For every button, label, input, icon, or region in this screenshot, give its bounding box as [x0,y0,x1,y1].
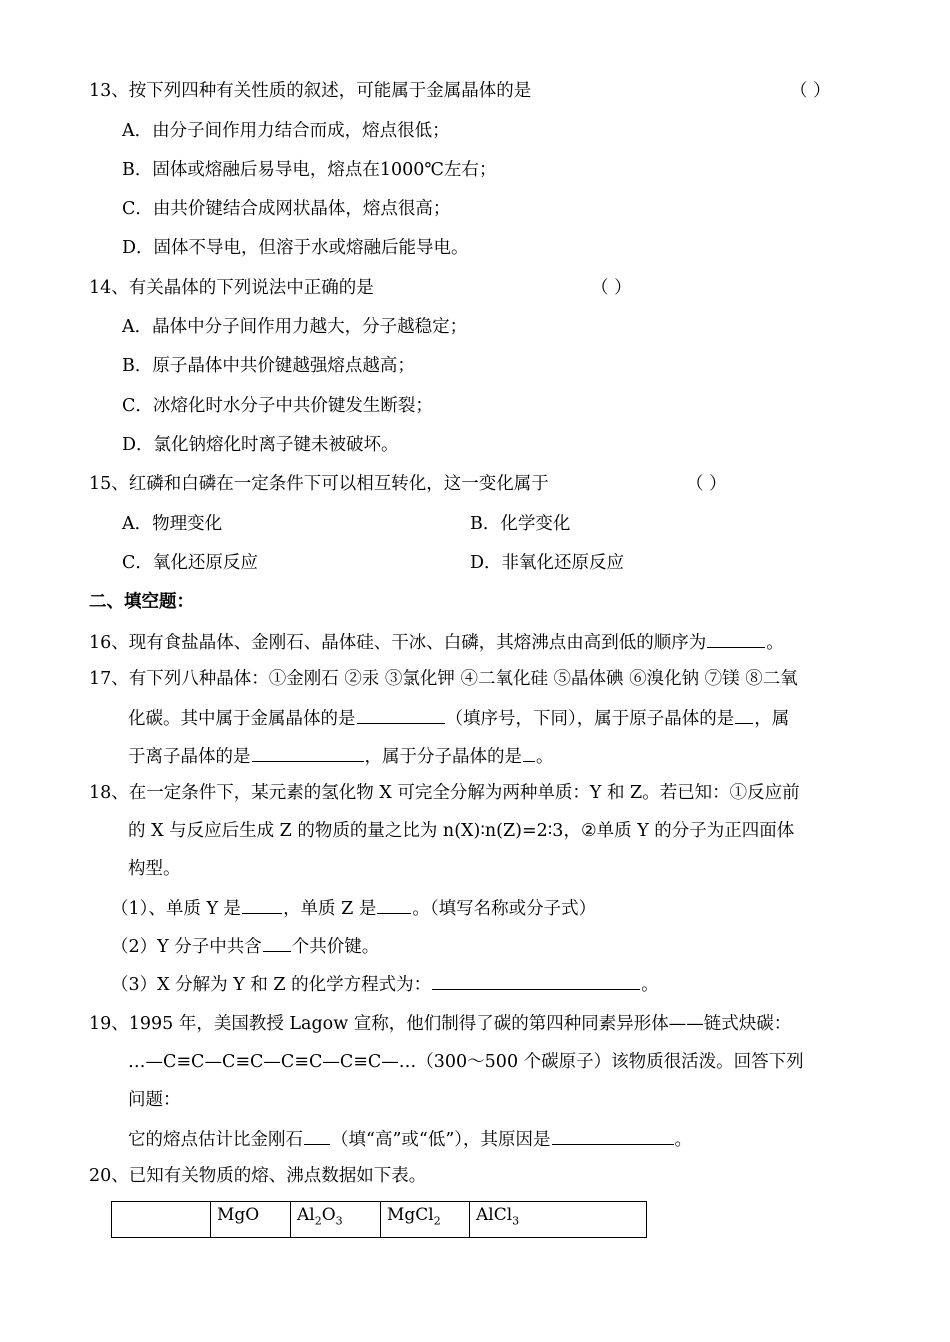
q17-line3 [128,743,554,769]
q17-text-3b: ，属于分子晶体的是 [364,747,522,767]
q18-line1: 18、在一定条件下，某元素的氢化物 X 可完全分解为两种单质：Y 和 Z。若已知：①反应前 [89,783,800,803]
q13-option-d: D．固体不导电，但溶于水或熔融后能导电。 [122,238,469,258]
q14-answer-paren: （ ） [591,278,632,298]
q16-blank[interactable] [707,629,765,648]
q17-blank-molecular[interactable] [523,743,535,762]
q15-option-c: C．氧化还原反应 [122,553,258,573]
q13-option-c: C．由共价键结合成网状晶体，熔点很高； [122,199,451,219]
q19-line4 [128,1126,692,1152]
q13-answer-paren: （ ） [790,81,831,101]
q18-sub2-text-a: （2）Y 分子中共含 [111,937,262,957]
q17-text-2b: （填序号，下同），属于原子晶体的是 [445,709,735,729]
q15-stem: 15、红磷和白磷在一定条件下可以相互转化，这一变化属于 [89,474,549,494]
q17-blank-atomic[interactable] [735,705,753,724]
q13-option-b: B．固体或熔融后易导电，熔点在1000℃左右； [122,160,497,180]
table-header-alcl3: AlCl$_3$ [470,1202,647,1238]
q17-line2 [128,705,789,731]
q18-blank-y[interactable] [242,895,282,914]
table-header-empty [112,1202,211,1238]
q18-sub2 [111,933,379,959]
q18-sub3-text-b: 。 [641,975,659,995]
q18-sub3-text-a: （3）X 分解为 Y 和 Z 的化学方程式为： [111,975,432,995]
q16-end: 。 [766,633,784,653]
table-header-al2o3: $Al_2O_3$ [291,1202,381,1238]
q17-text-3a: 于离子晶体的是 [128,747,251,767]
q18-sub1-text-c: 。（填写名称或分子式） [412,899,597,919]
section-title: 二、填空题： [89,592,194,612]
q14-stem: 14、有关晶体的下列说法中正确的是 [89,278,374,298]
q18-blank-bonds[interactable] [263,933,291,952]
q19-text-4a: 它的熔点估计比金刚石 [128,1130,303,1150]
q19-text-4c: 。 [674,1130,693,1150]
q17-text-2c: ，属 [754,709,790,729]
q18-line3: 构型。 [128,859,181,879]
q15-option-b: B．化学变化 [470,514,571,534]
q14-option-a: A．晶体中分子间作用力越大，分子越稳定； [122,317,468,337]
q15-option-d: D．非氧化还原反应 [470,553,625,573]
q18-blank-z[interactable] [377,895,411,914]
q20-property-table [111,1201,647,1238]
q18-sub1-text-b: ，单质 Z 是 [283,899,377,919]
q18-sub1-text-a: （1）、单质 Y 是 [111,899,242,919]
q19-blank-reason[interactable] [552,1126,674,1145]
q16-text: 16、现有食盐晶体、金刚石、晶体硅、干冰、白磷，其熔沸点由高到低的顺序为 [89,633,707,653]
q15-answer-paren: （ ） [686,474,727,494]
q13-stem: 13、按下列四种有关性质的叙述，可能属于金属晶体的是 [89,81,532,101]
q16-line [89,629,784,655]
q19-blank-compare[interactable] [304,1126,330,1145]
table-header-mgcl2: MgCl$_2$ [381,1202,470,1238]
q17-blank-metal[interactable] [357,705,445,724]
q18-sub3 [111,971,659,997]
q17-text-2a: 化碳。其中属于金属晶体的是 [128,709,356,729]
table-header-mgo: MgO [211,1202,291,1238]
q15-option-a: A．物理变化 [122,514,223,534]
q18-blank-equation[interactable] [432,971,640,990]
q18-sub1 [111,895,596,921]
q18-line2: 的 X 与反应后生成 Z 的物质的量之比为 n(X)∶n(Z)=2∶3，②单质 Y 的分子为正四面体 [128,821,795,841]
q13-option-a: A．由分子间作用力结合而成，熔点很低； [122,121,450,141]
q19-line1: 19、1995 年，美国教授 Lagow 宣称，他们制得了碳的第四种同素异形体——链式炔碳： [89,1014,792,1034]
q18-sub2-text-b: 个共价键。 [291,937,380,957]
q14-option-b: B．原子晶体中共价键越强熔点越高； [122,356,415,376]
q19-text-4b: （填“高”或“低”），其原因是 [331,1130,551,1150]
q19-line2: …—C≡C—C≡C—C≡C—C≡C—…（300～500 个碳原子）该物质很活泼。回答下列 [128,1052,804,1072]
q17-blank-ionic[interactable] [252,743,364,762]
q14-option-d: D．氯化钠熔化时离子键未被破坏。 [122,435,399,455]
q20-stem: 20、已知有关物质的熔、沸点数据如下表。 [89,1166,427,1186]
q17-line1: 17、有下列八种晶体：①金刚石 ②汞 ③氯化钾 ④二氧化硅 ⑤晶体碘 ⑥溴化钠 ⑦镁 ⑧二氧 [89,669,798,689]
q19-line3: 问题： [128,1090,181,1110]
table-header-row [112,1202,647,1238]
q14-option-c: C．冰熔化时水分子中共价键发生断裂； [122,396,433,416]
q17-text-3c: 。 [536,747,554,767]
